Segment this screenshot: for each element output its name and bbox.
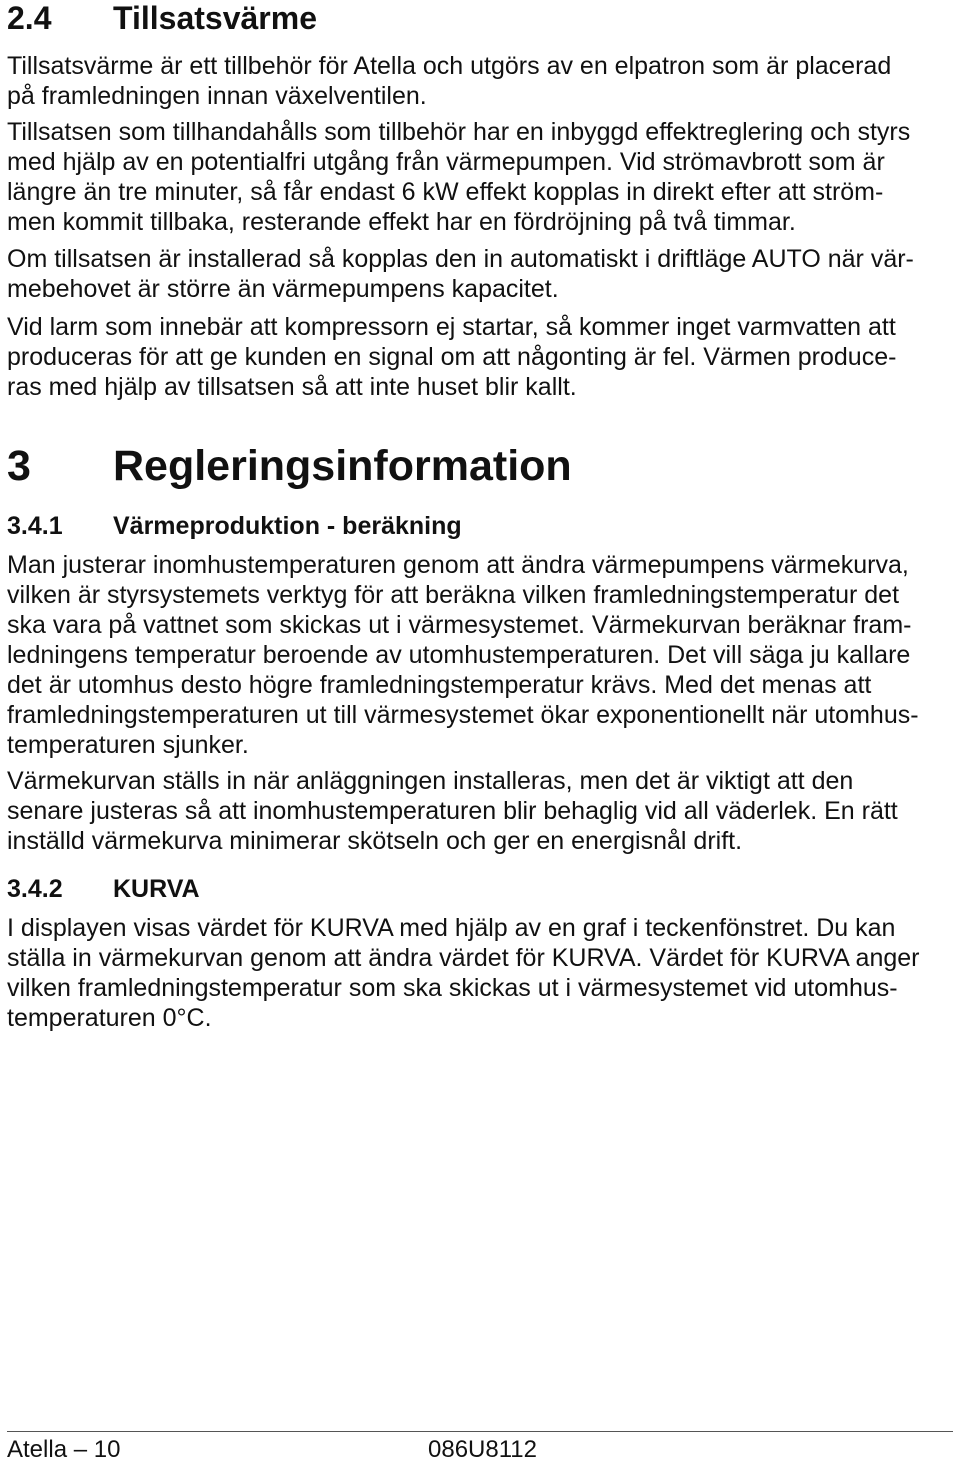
body-line: temperaturen sjunker. <box>7 731 249 759</box>
body-line: framledningstemperaturen ut till värmesystemet ökar exponentionellt när utomhus- <box>7 701 919 729</box>
footer-divider <box>7 1431 953 1432</box>
footer-document-code: 086U8112 <box>428 1436 537 1463</box>
body-line: mebehovet är större än värmepumpens kapacitet. <box>7 275 559 303</box>
body-line: Tillsatsen som tillhandahålls som tillbehör har en inbyggd effektreglering och styrs <box>7 118 911 146</box>
body-line: Värmekurvan ställs in när anläggningen installeras, men det är viktigt att den <box>7 767 854 795</box>
body-line: ledningens temperatur beroende av utomhustemperaturen. Det vill säga ju kallare <box>7 641 911 669</box>
body-line: vilken framledningstemperatur som ska skickas ut i värmesystemet vid utomhus- <box>7 974 898 1002</box>
body-line: senare justeras så att inomhustemperaturen blir behaglig vid all väderlek. En rätt <box>7 797 898 825</box>
footer-page-label: Atella – 10 <box>7 1436 121 1463</box>
body-line: temperaturen 0°C. <box>7 1004 212 1032</box>
body-line: Man justerar inomhustemperaturen genom att ändra värmepumpens värmekurva, <box>7 551 909 579</box>
body-line: I displayen visas värdet för KURVA med hjälp av en graf i teckenfönstret. Du kan <box>7 914 896 942</box>
section-2-4-number: 2.4 <box>7 0 52 36</box>
body-line: på framledningen innan växelventilen. <box>7 82 427 110</box>
body-line: inställd värmekurva minimerar skötseln och ger en energisnål drift. <box>7 827 743 855</box>
body-line: produceras för att ge kunden en signal om att någonting är fel. Värmen produce- <box>7 343 897 371</box>
body-line: men kommit tillbaka, resterande effekt har en fördröjning på två timmar. <box>7 208 796 236</box>
body-line: det är utomhus desto högre framledningstemperatur krävs. Med det menas att <box>7 671 872 699</box>
section-3-4-2-title: KURVA <box>113 875 200 903</box>
section-3-4-1-number: 3.4.1 <box>7 512 63 540</box>
section-2-4-title: Tillsatsvärme <box>113 0 317 36</box>
section-3-title: Regleringsinformation <box>113 442 572 490</box>
section-3-4-1-title: Värmeproduktion - beräkning <box>113 512 462 540</box>
section-3-number: 3 <box>7 442 31 490</box>
body-line: längre än tre minuter, så får endast 6 kW effekt kopplas in direkt efter att ström- <box>7 178 884 206</box>
body-line: Vid larm som innebär att kompressorn ej startar, så kommer inget varmvatten att <box>7 313 896 341</box>
body-line: vilken är styrsystemets verktyg för att beräkna vilken framledningstemperatur det <box>7 581 900 609</box>
body-line: med hjälp av en potentialfri utgång från värmepumpen. Vid strömavbrott som är <box>7 148 885 176</box>
body-line: Om tillsatsen är installerad så kopplas den in automatiskt i driftläge AUTO när vär- <box>7 245 914 273</box>
body-line: ställa in värmekurvan genom att ändra värdet för KURVA. Värdet för KURVA anger <box>7 944 920 972</box>
body-line: Tillsatsvärme är ett tillbehör för Atella och utgörs av en elpatron som är placerad <box>7 52 892 80</box>
body-line: ska vara på vattnet som skickas ut i värmesystemet. Värmekurvan beräknar fram- <box>7 611 912 639</box>
section-3-4-2-number: 3.4.2 <box>7 875 63 903</box>
body-line: ras med hjälp av tillsatsen så att inte huset blir kallt. <box>7 373 577 401</box>
